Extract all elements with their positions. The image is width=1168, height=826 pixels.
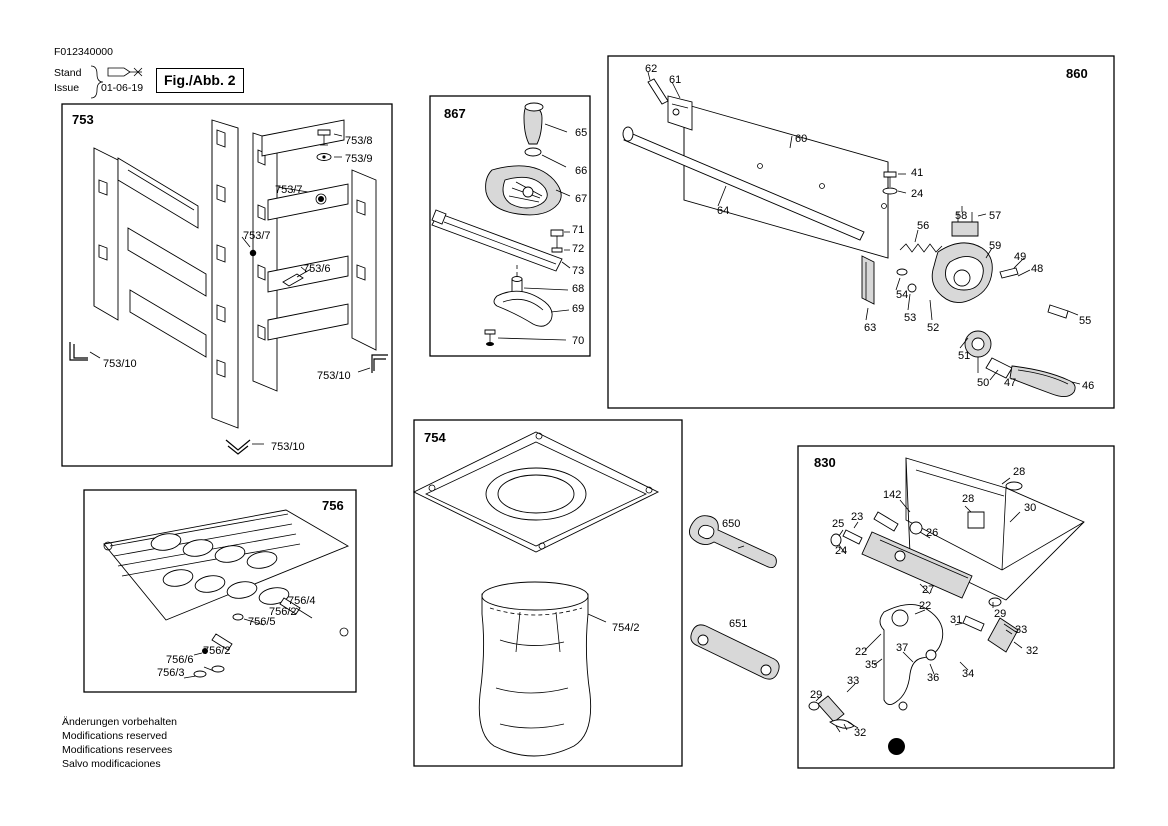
callout-36: 36 xyxy=(927,672,940,684)
callout-61: 61 xyxy=(669,74,682,86)
callout-22-b: 22 xyxy=(855,646,868,658)
callout-41: 41 xyxy=(911,167,924,179)
callout-59: 59 xyxy=(989,240,1002,252)
callout-69: 69 xyxy=(572,303,585,315)
callout-46: 46 xyxy=(1082,380,1095,392)
callout-753-10-a: 753/10 xyxy=(103,358,137,370)
callout-54: 54 xyxy=(896,289,909,301)
issue-label: Issue xyxy=(54,82,80,94)
callout-29-a: 29 xyxy=(994,608,1007,620)
callout-24-860: 24 xyxy=(911,188,924,200)
callout-34: 34 xyxy=(962,668,975,680)
callout-48: 48 xyxy=(1031,263,1044,275)
callout-651: 651 xyxy=(729,618,748,630)
callout-753-7-a: 753/7 xyxy=(275,184,303,196)
callout-753-8: 753/8 xyxy=(345,135,373,147)
callout-60: 60 xyxy=(795,133,808,145)
callout-753-10-c: 753/10 xyxy=(271,441,305,453)
callout-35: 35 xyxy=(865,659,878,671)
callout-53: 53 xyxy=(904,312,917,324)
callout-47: 47 xyxy=(1004,377,1017,389)
callout-753-10-b: 753/10 xyxy=(317,370,351,382)
footer-line-2: Modifications reserved xyxy=(62,730,168,742)
callout-32-b: 32 xyxy=(854,727,867,739)
callout-756-2-a: 756/2 xyxy=(269,606,297,618)
callout-62: 62 xyxy=(645,63,658,75)
callout-65: 65 xyxy=(575,127,588,139)
footer-line-3: Modifications reservees xyxy=(62,744,173,756)
callout-64: 64 xyxy=(717,205,730,217)
callout-650: 650 xyxy=(722,518,741,530)
callout-27: 27 xyxy=(922,584,935,596)
callout-756-3: 756/3 xyxy=(157,667,185,679)
callout-52: 52 xyxy=(927,322,940,334)
callout-22-a: 22 xyxy=(919,600,932,612)
callout-37: 37 xyxy=(896,642,909,654)
callout-49: 49 xyxy=(1014,251,1027,263)
callout-756-6: 756/6 xyxy=(166,654,194,666)
stand-label: Stand xyxy=(54,67,82,79)
callout-30: 30 xyxy=(1024,502,1037,514)
issue-date: 01-06-19 xyxy=(101,82,144,94)
group-header-830: 830 xyxy=(814,455,836,470)
callout-756-4: 756/4 xyxy=(288,595,316,607)
callout-28-a: 28 xyxy=(1013,466,1026,478)
callout-28-b: 28 xyxy=(962,493,975,505)
callout-70: 70 xyxy=(572,335,585,347)
callout-33-b: 33 xyxy=(847,675,860,687)
callout-26: 26 xyxy=(926,527,939,539)
callout-51: 51 xyxy=(958,350,971,362)
callout-72: 72 xyxy=(572,243,585,255)
callout-66: 66 xyxy=(575,165,588,177)
reference-marker-a xyxy=(888,738,905,755)
callout-58: 58 xyxy=(955,210,968,222)
callout-753-6: 753/6 xyxy=(303,263,331,275)
callout-68: 68 xyxy=(572,283,585,295)
callout-24-830: 24 xyxy=(835,545,848,557)
callout-73: 73 xyxy=(572,265,585,277)
group-header-753: 753 xyxy=(72,112,94,127)
footer-line-1: Änderungen vorbehalten xyxy=(62,716,178,728)
callout-25: 25 xyxy=(832,518,845,530)
callout-753-9: 753/9 xyxy=(345,153,373,165)
callout-63: 63 xyxy=(864,322,877,334)
callout-29-b: 29 xyxy=(810,689,823,701)
callout-33-a: 33 xyxy=(1015,624,1028,636)
callout-31: 31 xyxy=(950,614,963,626)
callout-756-5: 756/5 xyxy=(248,616,276,628)
group-header-754: 754 xyxy=(424,430,446,445)
callout-67: 67 xyxy=(575,193,588,205)
callout-57: 57 xyxy=(989,210,1002,222)
callout-56: 56 xyxy=(917,220,930,232)
callout-55: 55 xyxy=(1079,315,1092,327)
group-header-860: 860 xyxy=(1066,66,1088,81)
callout-756-2-b: 756/2 xyxy=(203,645,231,657)
callout-32-a: 32 xyxy=(1026,645,1039,657)
callout-23: 23 xyxy=(851,511,864,523)
callout-142: 142 xyxy=(883,489,902,501)
callout-71: 71 xyxy=(572,224,585,236)
group-header-867: 867 xyxy=(444,106,466,121)
callout-754-2: 754/2 xyxy=(612,622,640,634)
part-number: F012340000 xyxy=(54,46,113,58)
footer-line-4: Salvo modificaciones xyxy=(62,758,161,770)
figure-label: Fig./Abb. 2 xyxy=(156,68,244,93)
callout-50: 50 xyxy=(977,377,990,389)
callout-753-7-b: 753/7 xyxy=(243,230,271,242)
group-header-756: 756 xyxy=(322,498,344,513)
